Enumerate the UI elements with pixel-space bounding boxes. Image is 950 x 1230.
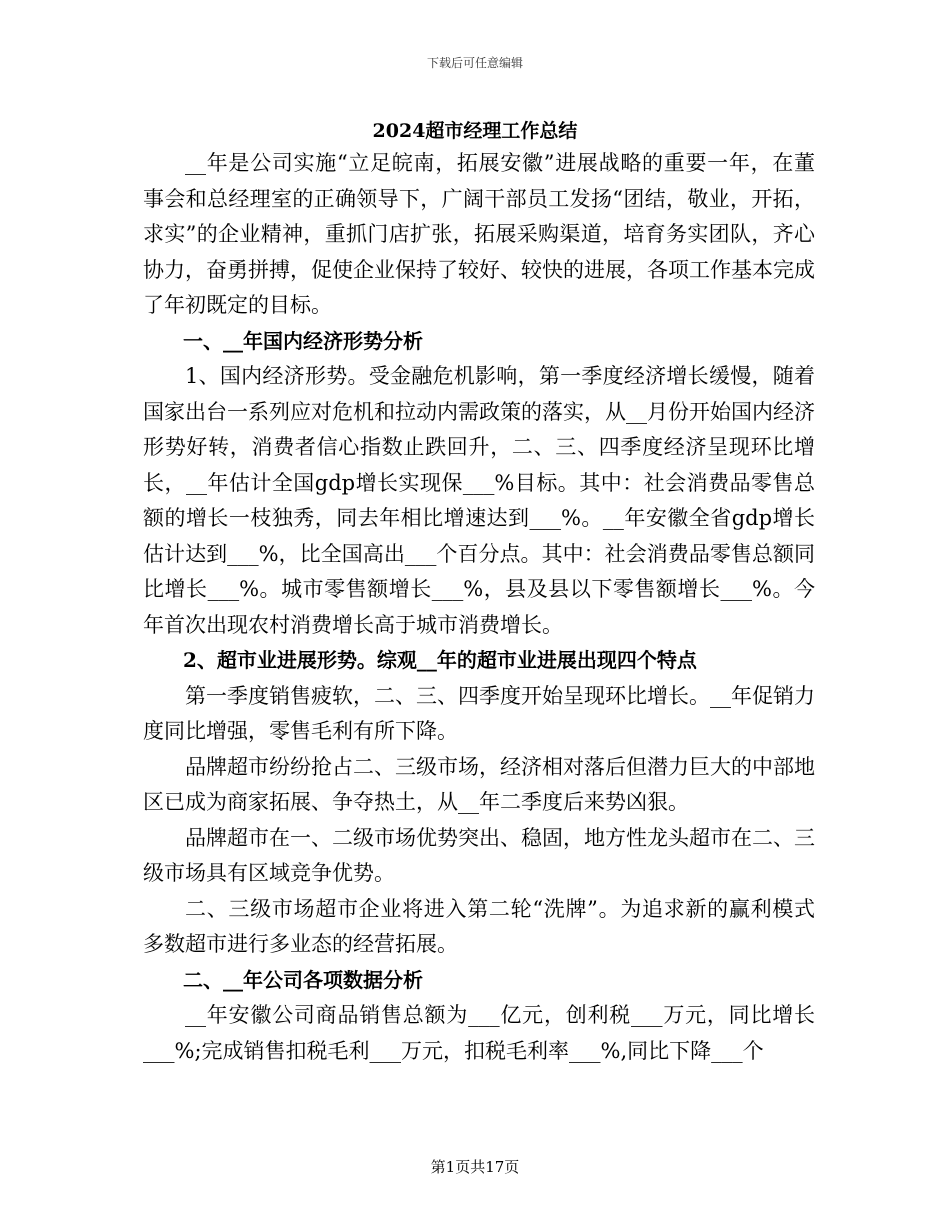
paragraph-feature-3: 品牌超市在一、二级市场优势突出、稳固，地方性龙头超市在二、三级市场具有区域竞争优势。 — [143, 825, 815, 885]
paragraph-data: __年安徽公司商品销售总额为___亿元，创利税___万元，同比增长___%;完成销售扣税毛利___万元，扣税毛利率___%,同比下降___个 — [143, 1003, 815, 1063]
section-heading-3: 二、__年公司各项数据分析 — [183, 967, 423, 992]
paragraph-feature-2: 品牌超市纷纷抢占二、三级市场，经济相对落后但潜力巨大的中部地区已成为商家拓展、争夺热土，从__年二季度后来势凶狠。 — [143, 754, 815, 814]
section-heading-2: 2、超市业进展形势。综观__年的超市业进展出现四个特点 — [183, 648, 697, 672]
page-footer: 第1页共17页 — [430, 1158, 520, 1176]
header-note: 下载后可任意编辑 — [426, 56, 523, 70]
paragraph-feature-1: 第一季度销售疲软，二、三、四季度开始呈现环比增长。__年促销力度同比增强，零售毛利有所下降。 — [143, 683, 815, 743]
document-title: 2024超市经理工作总结 — [372, 120, 578, 142]
section-heading-1: 一、__年国内经济形势分析 — [183, 328, 423, 353]
paragraph-economy: 1、国内经济形势。受金融危机影响，第一季度经济增长缓慢，随着国家出台一系列应对危机和拉动内需政策的落实，从__月份开始国内经济形势好转，消费者信心指数止跌回升，二、三、四季度经济呈现环比增长，__年估计全国gdp增长实现保___%目标。其中：社会消费品零售总额的增长一枝独秀，同去年相比增速达到___%。__年安徽全省gdp增长估计达到___%，比全国高出___个百分点。其中：社会消费品零售总额同比增长___%。城市零售额增长___%，县及县以下零售额增长___%。今年首次出现农村消费增长高于城市消费增长。 — [143, 364, 815, 637]
paragraph-feature-4: 二、三级市场超市企业将进入第二轮“洗牌”。为追求新的赢利模式多数超市进行多业态的经营拓展。 — [143, 896, 815, 956]
document-body — [143, 146, 815, 1069]
paragraph-intro: __年是公司实施“立足皖南，拓展安徽”进展战略的重要一年，在董事会和总经理室的正确领导下，广阔干部员工发扬“团结，敬业，开拓，求实”的企业精神，重抓门店扩张，拓展采购渠道，培育务实团队，齐心协力，奋勇拼搏，促使企业保持了较好、较快的进展，各项工作基本完成了年初既定的目标。 — [143, 151, 815, 317]
